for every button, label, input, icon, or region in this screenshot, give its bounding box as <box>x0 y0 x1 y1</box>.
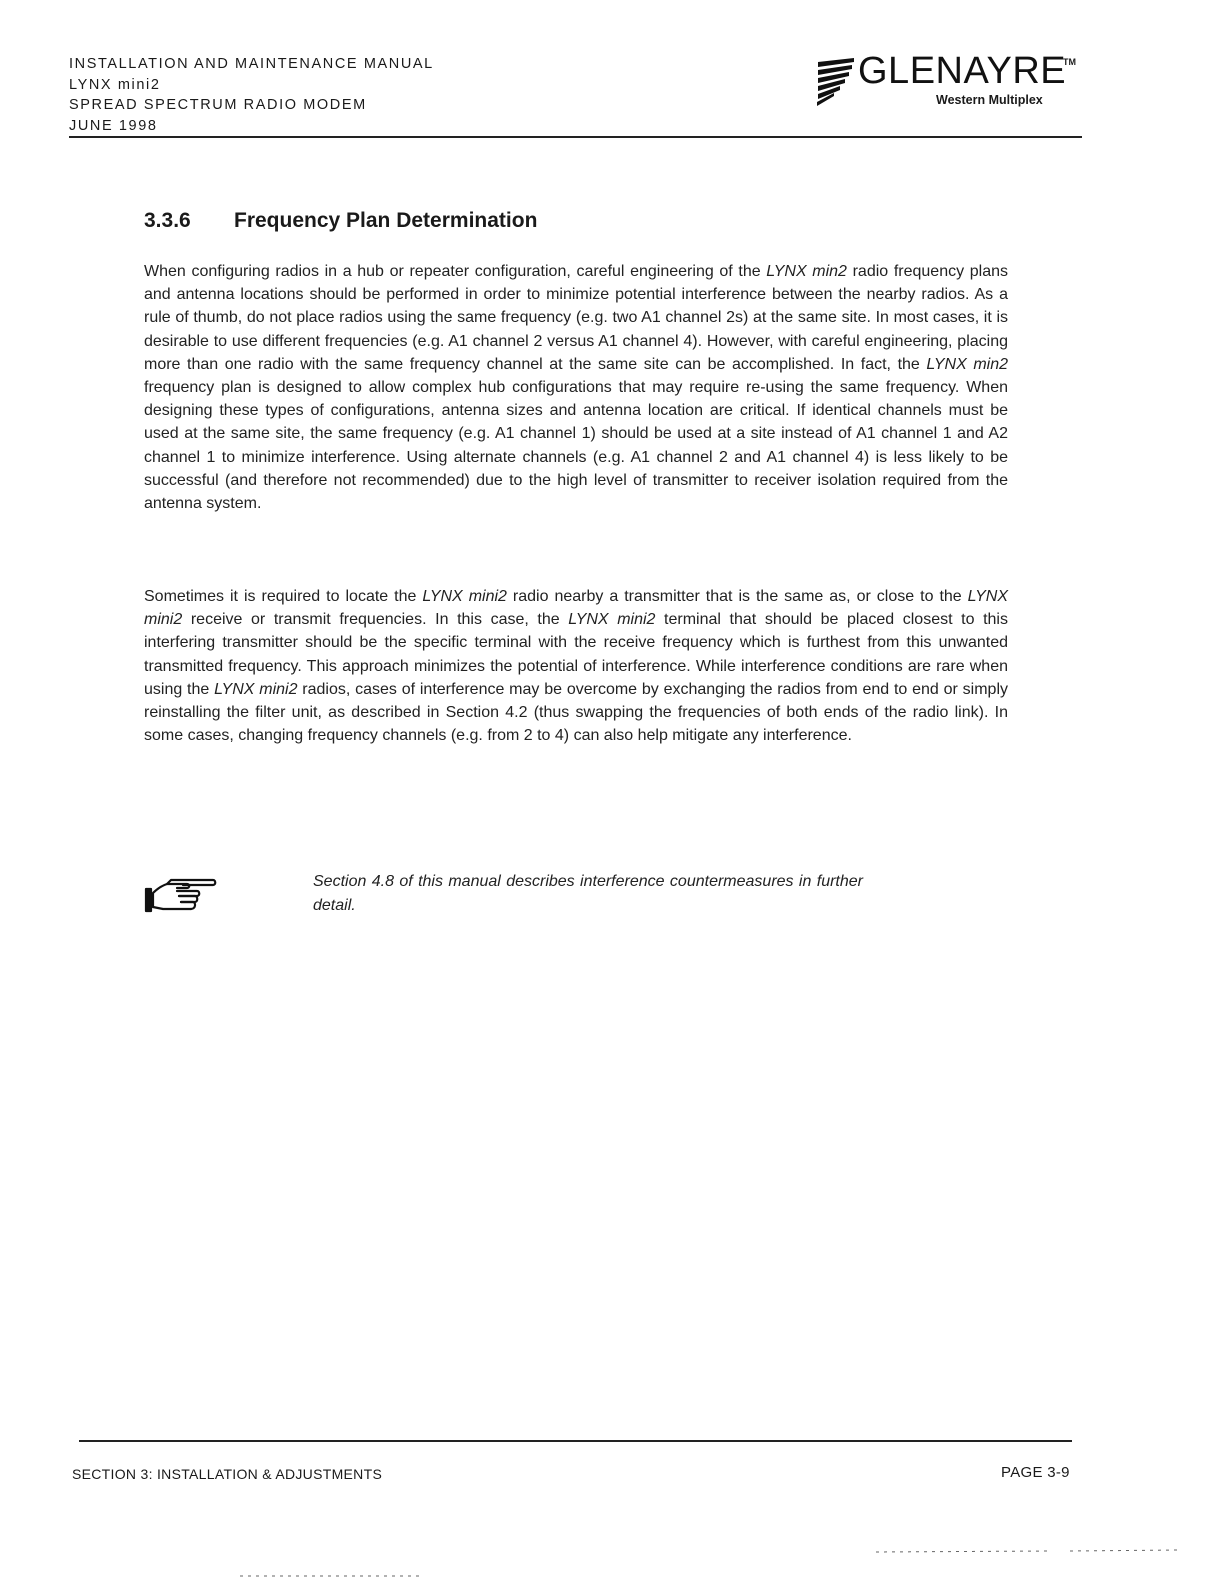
product-name: LYNX mini2 <box>69 76 161 93</box>
trademark-symbol: TM <box>1063 57 1076 67</box>
manual-title: INSTALLATION AND MAINTENANCE MANUAL <box>69 56 434 72</box>
section-number: 3.3.6 <box>144 209 191 232</box>
header-divider <box>69 136 1082 138</box>
document-header <box>69 54 434 136</box>
logo-subtitle: Western Multiplex <box>936 93 1043 107</box>
glenayre-stripes-icon <box>814 56 858 106</box>
product-description: SPREAD SPECTRUM RADIO MODEM <box>69 97 367 113</box>
product-name-italic: LYNX min2 <box>766 263 847 280</box>
page-number: PAGE 3-9 <box>1001 1464 1070 1481</box>
footer-divider <box>79 1440 1072 1442</box>
section-title: Frequency Plan Determination <box>234 209 538 232</box>
footer-section-label: SECTION 3: INSTALLATION & ADJUSTMENTS <box>72 1466 383 1482</box>
pointing-hand-icon <box>143 876 219 916</box>
product-name-italic: LYNX mini2 <box>214 680 298 698</box>
paragraph-frequency-planning: When configuring radios in a hub or repeater configuration, careful engineering of the LYNX min2 radio frequency plans and antenna locations should be performed in order to minimize potential interference between the nearby radios. As a rule of thumb, do not place radios using the same frequency (e.g. two A1 channel 2s) at the same site. In most cases, it is desirable to use different frequencies (e.g. A1 channel 2 versus A1 channel 4). However, with careful engineering, placing more than one radio with the same frequency channel at the same site can be accomplished. In fact, the LYNX min2 frequency plan is designed to allow complex hub configurations that may require re-using the same frequency. When designing these types of configurations, antenna sizes and antenna location are critical. If identical channels must be used at the same site, the same frequency (e.g. A1 channel 1) should be used at a site instead of A1 channel 1 and A2 channel 1 to minimize interference. Using alternate channels (e.g. A1 channel 2 and A1 channel 4) is less likely to be successful (and therefore not recommended) due to the high level of transmitter to receiver isolation required from the antenna system. <box>144 263 1009 513</box>
glenayre-logo <box>814 50 1084 114</box>
product-name-italic: LYNX mini2 <box>144 588 1008 629</box>
publication-date: JUNE 1998 <box>69 117 158 134</box>
paragraph-interference: Sometimes it is required to locate the LYNX mini2 radio nearby a transmitter that is the same as, or close to the LYNX mini2 receive or transmit frequencies. In this case, the LYNX mini2 terminal that should be placed closest to this interfering transmitter should be the specific terminal with the receive frequency which is furthest from this unwanted transmitted frequency. This approach minimizes the potential of interference. While interference conditions are rare when using the LYNX mini2 radios, cases of interference may be overcome by exchanging the radios from end to end or simply reinstalling the filter unit, as described in Section 4.2 (thus swapping the frequencies of both ends of the radio link). In some cases, changing frequency channels (e.g. from 2 to 4) can also help mitigate any interference. <box>144 588 1008 745</box>
product-name-italic: LYNX mini2 <box>568 611 656 629</box>
cross-reference-note: Section 4.8 of this manual describes interference countermeasures in further detail. <box>313 873 863 914</box>
scan-artifact <box>0 1540 1224 1584</box>
logo-wordmark: GLENAYRE <box>858 50 1067 92</box>
product-name-italic: LYNX mini2 <box>422 588 507 605</box>
section-heading <box>144 209 537 233</box>
product-name-italic: LYNX min2 <box>926 355 1008 373</box>
